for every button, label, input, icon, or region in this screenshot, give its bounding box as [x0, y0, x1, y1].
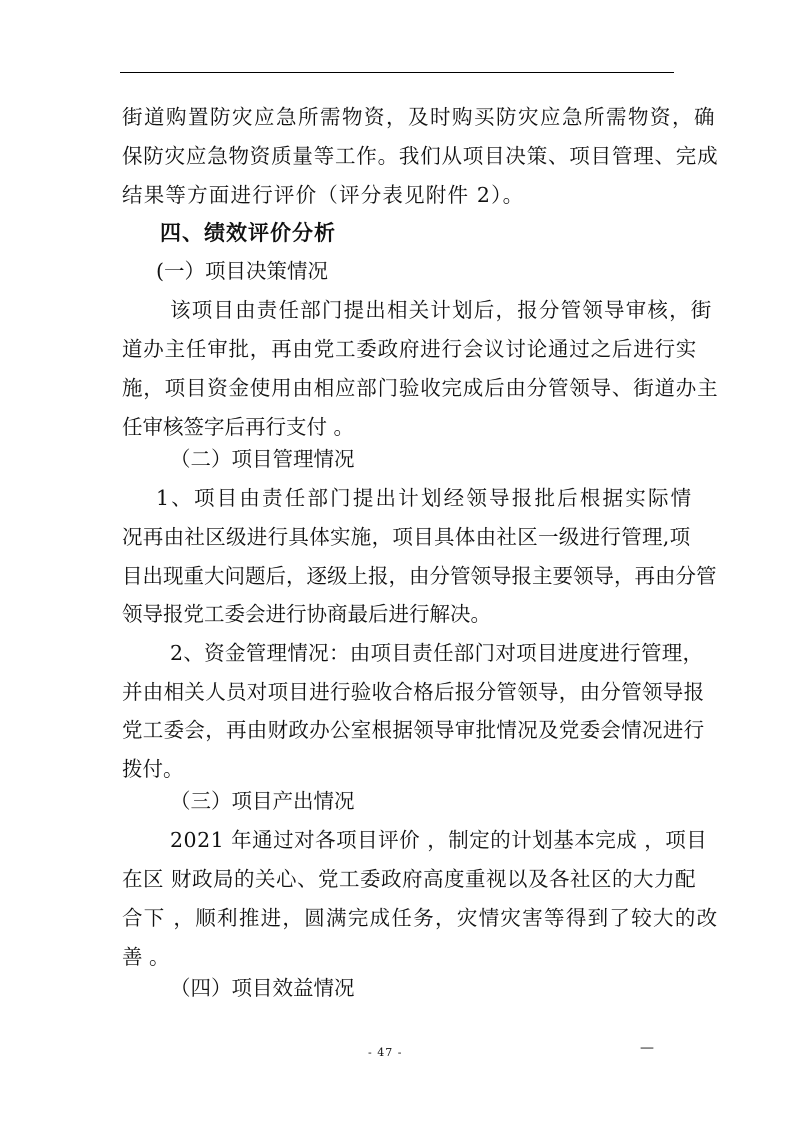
paragraph-line: 保防灾应急物资质量等工作。我们从项目决策、项目管理、完成: [122, 144, 719, 168]
paragraph-line: 善 。: [122, 945, 170, 969]
paragraph-line: 党工委会，再由财政办公室根据领导审批情况及党委会情况进行: [122, 718, 705, 742]
paragraph-line: 2021 年通过对各项目评价 ，制定的计划基本完成 ，项目: [170, 828, 708, 852]
subsection-heading: （二）项目管理情况: [170, 447, 355, 471]
paragraph-line: 施，项目资金使用由相应部门验收完成后由分管领导、街道办主: [122, 376, 719, 400]
paragraph-line: 该项目由责任部门提出相关计划后，报分管领导审核，街: [170, 298, 713, 322]
footer-dash: —: [640, 1040, 654, 1056]
paragraph-line: 街道购置防灾应急所需物资，及时购买防灾应急所需物资，确: [122, 105, 716, 129]
paragraph-line: 2、资金管理情况：由项目责任部门对项目进度进行管理，: [170, 641, 704, 665]
page-number: - 47 -: [368, 1046, 403, 1059]
paragraph-line: 合下 ，顺利推进，圆满完成任务，灾情灾害等得到了较大的改: [122, 906, 719, 930]
paragraph-line: 结果等方面进行评价（评分表见附件 2）。: [122, 183, 525, 207]
paragraph-line: 道办主任审批，再由党工委政府进行会议讨论通过之后进行实: [122, 337, 698, 361]
section-heading: 四、绩效评价分析: [160, 221, 336, 245]
paragraph-line: 1、项目由责任部门提出计划经领导报批后根据实际情: [156, 486, 694, 510]
paragraph-line: 并由相关人员对项目进行验收合格后报分管领导，由分管领导报: [122, 680, 705, 704]
paragraph-line: 目出现重大问题后，逐级上报，由分管领导报主要领导，再由分管: [122, 564, 717, 588]
paragraph-line: 任审核签字后再行支付 。: [122, 415, 355, 439]
paragraph-line: 在区 财政局的关心、党工委政府高度重视以及各社区的大力配: [122, 867, 697, 891]
paragraph-line: 拨付。: [122, 757, 184, 781]
subsection-heading: (一）项目决策情况: [156, 259, 328, 283]
paragraph-line: 领导报党工委会进行协商最后进行解决。: [122, 602, 491, 626]
subsection-heading: （四）项目效益情况: [170, 976, 355, 1000]
paragraph-line: 况再由社区级进行具体实施，项目具体由社区一级进行管理,项: [122, 525, 691, 549]
subsection-heading: （三）项目产出情况: [170, 789, 355, 813]
header-rule: [120, 72, 674, 73]
